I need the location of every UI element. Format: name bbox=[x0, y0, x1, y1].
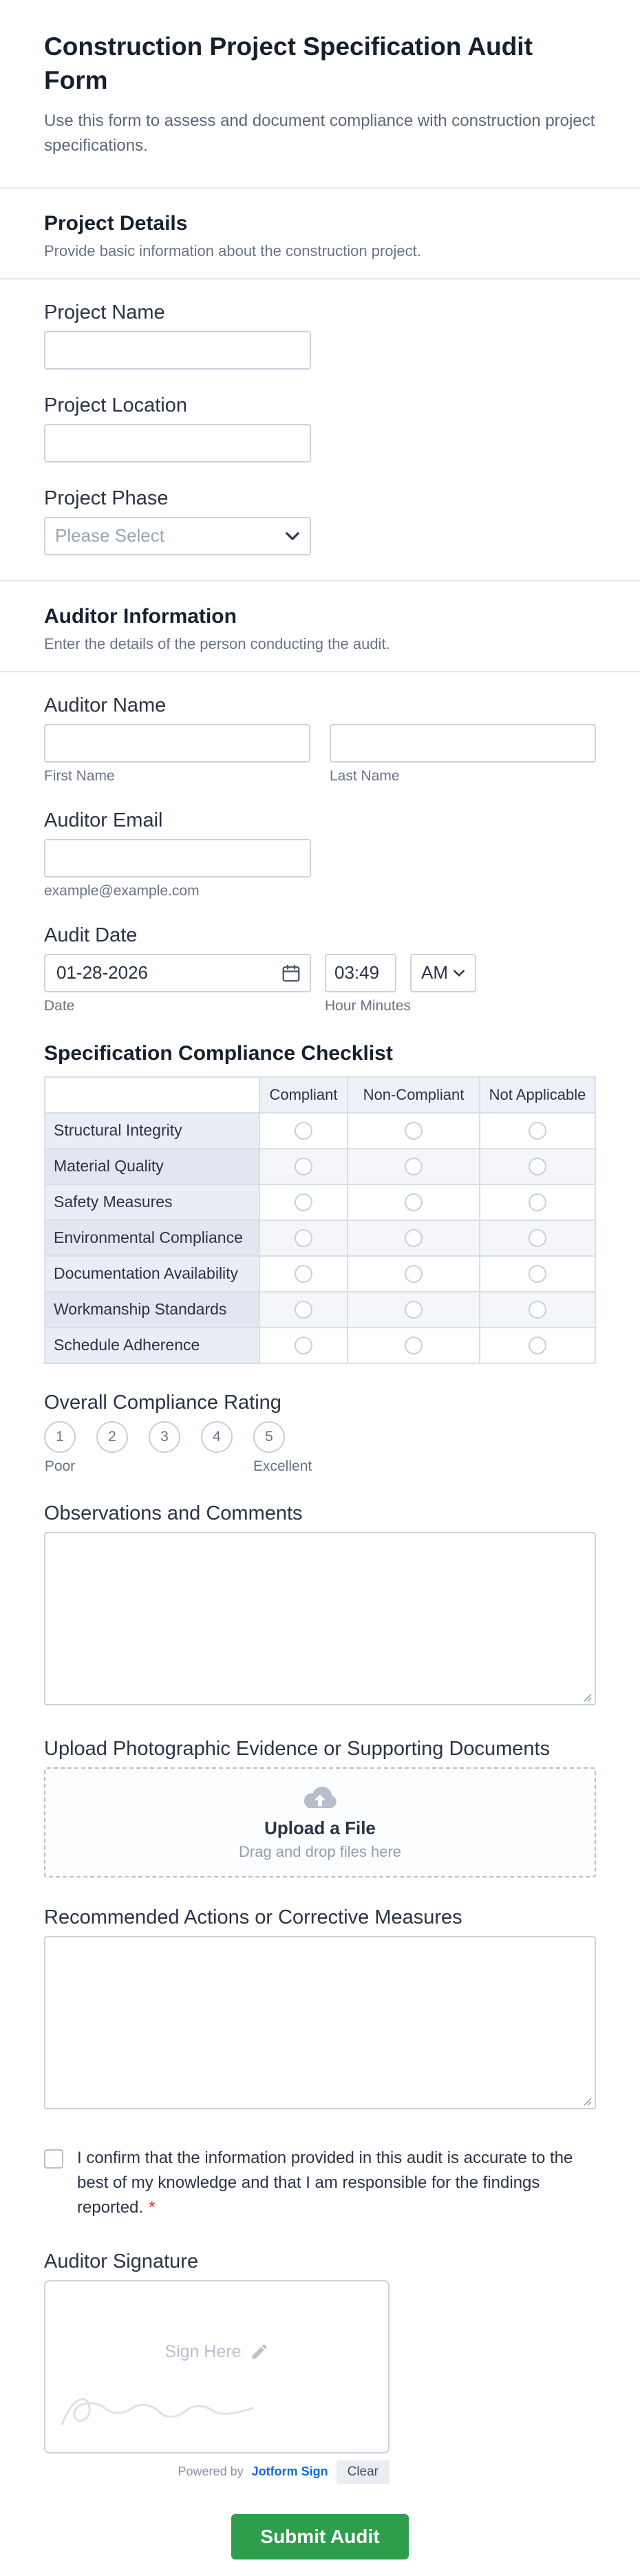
field-auditor-name bbox=[44, 694, 596, 785]
auditor-info-heading: Auditor Information bbox=[44, 604, 237, 628]
confirmation-text bbox=[77, 2146, 596, 2220]
first-name-sublabel: First Name bbox=[44, 767, 115, 784]
rating-circle-5[interactable]: 5 bbox=[253, 1421, 285, 1453]
confirmation-checkbox[interactable] bbox=[44, 2149, 63, 2169]
matrix-radio[interactable] bbox=[405, 1158, 423, 1175]
recommendations-textarea-wrap bbox=[44, 1936, 596, 2113]
time-col bbox=[325, 954, 411, 1014]
rating-min-label: Poor bbox=[44, 1458, 76, 1474]
auditor-email-sublabel: example@example.com bbox=[44, 882, 200, 899]
auditor-email-label: Auditor Email bbox=[44, 809, 163, 831]
section-auditor-information bbox=[44, 605, 596, 1014]
auditor-info-subheading: Enter the details of the person conducting the audit. bbox=[44, 635, 390, 652]
matrix-header-row bbox=[45, 1077, 595, 1113]
matrix-row bbox=[45, 1256, 595, 1292]
matrix-col-header: Non-Compliant bbox=[348, 1077, 480, 1113]
time-input[interactable] bbox=[325, 954, 396, 992]
observations-label: Observations and Comments bbox=[44, 1502, 303, 1524]
rating-label: Overall Compliance Rating bbox=[44, 1391, 281, 1414]
divider bbox=[0, 187, 640, 189]
matrix-radio[interactable] bbox=[529, 1337, 546, 1354]
audit-date-label: Audit Date bbox=[44, 924, 138, 946]
form-description: Use this form to assess and document compliance with construction project specifications. bbox=[44, 111, 595, 155]
last-name-sublabel: Last Name bbox=[330, 767, 400, 784]
rating-scale bbox=[44, 1421, 596, 1453]
form-header bbox=[44, 30, 596, 158]
project-location-label: Project Location bbox=[44, 394, 187, 416]
field-project-location bbox=[44, 394, 596, 462]
matrix-row-label: Material Quality bbox=[45, 1149, 259, 1184]
submit-row bbox=[44, 2514, 596, 2559]
calendar-icon[interactable] bbox=[281, 963, 301, 983]
field-auditor-email bbox=[44, 809, 596, 900]
matrix-row-label: Documentation Availability bbox=[45, 1256, 259, 1292]
rating-circle-2[interactable]: 2 bbox=[96, 1421, 128, 1453]
project-location-input[interactable] bbox=[44, 424, 311, 462]
divider bbox=[0, 278, 640, 279]
observations-textarea[interactable] bbox=[44, 1532, 596, 1705]
section-compliance-checklist bbox=[44, 1042, 596, 1364]
first-name-col bbox=[44, 724, 310, 785]
matrix-row bbox=[45, 1220, 595, 1256]
meridiem-selected-value: AM bbox=[421, 962, 448, 983]
matrix-radio[interactable] bbox=[295, 1122, 312, 1140]
matrix-radio[interactable] bbox=[405, 1122, 423, 1140]
date-input-wrap bbox=[44, 954, 311, 992]
section-upload bbox=[44, 1738, 596, 1877]
matrix-row bbox=[45, 1328, 595, 1363]
last-name-input[interactable] bbox=[330, 724, 596, 763]
section-recommendations bbox=[44, 1906, 596, 2113]
upload-button-text: Upload a File bbox=[264, 1818, 376, 1839]
project-phase-select[interactable] bbox=[44, 517, 311, 555]
matrix-radio[interactable] bbox=[295, 1337, 312, 1354]
jotform-sign-link[interactable]: Jotform Sign bbox=[251, 2465, 328, 2479]
compliance-matrix-table bbox=[44, 1076, 596, 1364]
matrix-row-label: Workmanship Standards bbox=[45, 1292, 259, 1328]
date-sublabel: Date bbox=[44, 997, 75, 1014]
field-project-phase bbox=[44, 487, 596, 555]
matrix-radio[interactable] bbox=[295, 1301, 312, 1319]
resize-corner-icon[interactable] bbox=[581, 2095, 592, 2106]
auditor-name-row bbox=[44, 724, 596, 785]
auditor-email-input[interactable] bbox=[44, 839, 311, 877]
time-sublabel: Hour Minutes bbox=[325, 997, 411, 1014]
matrix-radio[interactable] bbox=[529, 1193, 546, 1211]
file-dropzone[interactable] bbox=[44, 1767, 596, 1877]
sign-here-placeholder bbox=[45, 2342, 388, 2362]
recommendations-label: Recommended Actions or Corrective Measures bbox=[44, 1906, 462, 1928]
rating-circle-1[interactable]: 1 bbox=[44, 1421, 76, 1453]
rating-slot-spacer bbox=[149, 1458, 180, 1475]
matrix-radio[interactable] bbox=[295, 1193, 312, 1211]
rating-slot-spacer bbox=[201, 1458, 233, 1475]
signature-label: Auditor Signature bbox=[44, 2250, 199, 2272]
last-name-col bbox=[330, 724, 596, 785]
submit-button[interactable]: Submit Audit bbox=[231, 2514, 408, 2559]
matrix-row bbox=[45, 1113, 595, 1149]
rating-circle-3[interactable]: 3 bbox=[149, 1421, 180, 1453]
matrix-radio[interactable] bbox=[529, 1301, 546, 1319]
matrix-row bbox=[45, 1184, 595, 1220]
rating-slot-spacer bbox=[96, 1458, 128, 1475]
meridiem-select[interactable] bbox=[410, 954, 476, 992]
resize-corner-icon[interactable] bbox=[581, 1691, 592, 1702]
date-input[interactable] bbox=[44, 954, 311, 992]
recommendations-textarea[interactable] bbox=[44, 1936, 596, 2109]
section-project-details bbox=[44, 212, 596, 555]
matrix-radio[interactable] bbox=[295, 1229, 312, 1247]
section-confirmation bbox=[44, 2146, 596, 2220]
matrix-radio[interactable] bbox=[529, 1265, 546, 1283]
matrix-radio[interactable] bbox=[529, 1158, 546, 1175]
signature-pad[interactable] bbox=[44, 2280, 390, 2453]
rating-max-label: Excellent bbox=[253, 1458, 312, 1474]
matrix-radio[interactable] bbox=[405, 1265, 423, 1283]
project-details-heading: Project Details bbox=[44, 211, 188, 235]
matrix-row bbox=[45, 1292, 595, 1328]
section-overall-rating bbox=[44, 1392, 596, 1475]
matrix-row-label: Structural Integrity bbox=[45, 1113, 259, 1149]
matrix-corner-cell bbox=[45, 1077, 259, 1113]
project-name-label: Project Name bbox=[44, 301, 165, 323]
upload-label: Upload Photographic Evidence or Supporting Documents bbox=[44, 1737, 551, 1760]
project-details-subheading: Provide basic information about the construction project. bbox=[44, 242, 421, 259]
matrix-row-label: Schedule Adherence bbox=[45, 1328, 259, 1363]
divider bbox=[0, 671, 640, 672]
checklist-heading: Specification Compliance Checklist bbox=[44, 1041, 393, 1065]
meridiem-col bbox=[410, 954, 476, 992]
audit-date-row bbox=[44, 954, 596, 1014]
signature-scribble bbox=[55, 2379, 262, 2441]
first-name-input[interactable] bbox=[44, 724, 310, 763]
form-title: Construction Project Specification Audit Form bbox=[44, 32, 533, 94]
matrix-radio[interactable] bbox=[405, 1193, 423, 1211]
date-col bbox=[44, 954, 311, 1014]
rating-circle-4[interactable]: 4 bbox=[201, 1421, 233, 1453]
divider bbox=[0, 580, 640, 582]
project-phase-selected-value: Please Select bbox=[55, 525, 164, 546]
section-signature bbox=[44, 2250, 596, 2484]
project-phase-label: Project Phase bbox=[44, 487, 169, 509]
matrix-row bbox=[45, 1149, 595, 1184]
matrix-radio[interactable] bbox=[295, 1158, 312, 1175]
field-project-name bbox=[44, 301, 596, 370]
matrix-row-label: Environmental Compliance bbox=[45, 1220, 259, 1256]
rating-scale-labels bbox=[44, 1458, 596, 1475]
upload-hint: Drag and drop files here bbox=[238, 1843, 402, 1861]
field-audit-date bbox=[44, 924, 596, 1014]
signature-footer bbox=[44, 2460, 390, 2484]
matrix-radio[interactable] bbox=[529, 1122, 546, 1140]
section-observations bbox=[44, 1502, 596, 1709]
chevron-down-icon bbox=[453, 969, 465, 977]
matrix-col-header: Compliant bbox=[259, 1077, 348, 1113]
cloud-upload-icon bbox=[300, 1783, 340, 1813]
matrix-radio[interactable] bbox=[405, 1301, 423, 1319]
auditor-name-label: Auditor Name bbox=[44, 694, 167, 716]
confirmation-statement: I confirm that the information provided in this audit is accurate to the best of my knowledge and that I am responsible for the findings reported. bbox=[77, 2148, 573, 2217]
matrix-radio[interactable] bbox=[295, 1265, 312, 1283]
required-asterisk: * bbox=[149, 2197, 156, 2217]
chevron-down-icon bbox=[285, 531, 300, 541]
matrix-radio[interactable] bbox=[405, 1337, 423, 1354]
sign-here-text: Sign Here bbox=[164, 2341, 242, 2361]
clear-signature-button[interactable]: Clear bbox=[337, 2460, 390, 2484]
powered-by-text: Powered by bbox=[178, 2465, 244, 2479]
matrix-col-header: Not Applicable bbox=[480, 1077, 595, 1113]
matrix-radio[interactable] bbox=[405, 1229, 423, 1247]
pen-icon bbox=[250, 2342, 269, 2361]
project-name-input[interactable] bbox=[44, 331, 311, 370]
matrix-row-label: Safety Measures bbox=[45, 1184, 259, 1220]
matrix-radio[interactable] bbox=[529, 1229, 546, 1247]
observations-textarea-wrap bbox=[44, 1532, 596, 1709]
